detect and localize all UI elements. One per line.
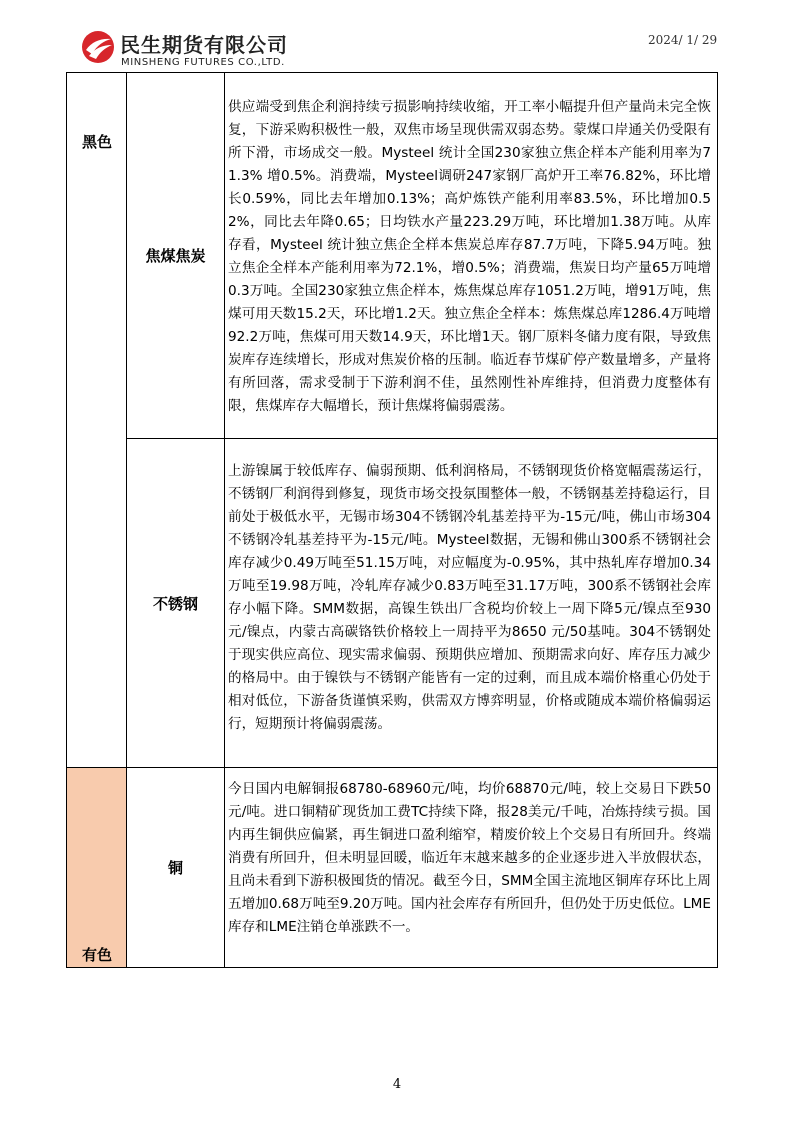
category-label: 黑色 [81,133,112,151]
row-content: 供应端受到焦企利润持续亏损影响持续收缩，开工率小幅提升但产量尚未完全恢复，下游采购积极性一般，双焦市场呈现供需双弱态势。蒙煤口岸通关仍受限有所下滑，市场成交一般。Mysteel 统计全国230家独立焦企样本产能利用率为71.3% 增0.5%。消费端，Mysteel调研247家钢厂高炉开工率76.82%，环比增长0.59%，同比去年增加0.13%；高炉炼铁产能利用率83.5%，环比增加0.52%，同比去年降0.65；日均铁水产量223.29万吨，环比增加1.38万吨。从库存看，Mysteel 统计独立焦企全样本焦炭总库存87.7万吨，下降5.94万吨。独立焦企全样本产能利用率为72.1%，增0.5%；消费端，焦炭日均产量65万吨增0.3万吨。全国230家独立焦企样本，炼焦煤总库存1051.2万吨，增91万吨，焦煤可用天数15.2天，环比增1.2天。独立焦企全样本：炼焦煤总库1286.4万吨增92.2万吨，焦煤可用天数14.9天，环比增1天。钢厂原料冬储力度有限，导致焦炭库存连续增长，形成对焦炭价格的压制。临近春节煤矿停产数量增多，产量将有所回落，需求受制于下游利润不佳，虽然刚性补库维持，但消费力度整体有限，焦煤库存大幅增长，预计焦煤将偏弱震荡。 [228,99,711,414]
table-row [127,73,717,438]
table-row [127,438,717,768]
row-name: 铜 [167,859,183,877]
page-header [0,0,794,74]
category-cell-nonferrous [67,768,127,967]
category-cell-ferrous [67,73,127,767]
minsheng-logo-icon [80,29,116,65]
company-name-en: MINSHENG FUTURES CO.,LTD. [121,57,285,68]
row-name: 焦煤焦炭 [145,247,206,265]
row-name-cell [127,439,225,768]
row-content: 今日国内电解铜报68780-68960元/吨，均价68870元/吨，较上交易日下跌50元/吨。进口铜精矿现货加工费TC持续下降，报28美元/千吨，冶炼持续亏损。国内再生铜供应偏紧，再生铜进口盈利缩窄，精废价较上个交易日有所回升。终端消费有所回升，但未明显回暖，临近年末越来越多的企业逐步进入半放假状态，且尚未看到下游积极囤货的情况。截至今日，SMM全国主流地区铜库存环比上周五增加0.68万吨至9.20万吨。国内社会库存有所回升，但仍处于历史低位。LME库存和LME注销仓单涨跌不一。 [228,781,711,935]
row-content: 上游镍属于较低库存、偏弱预期、低利润格局，不锈钢现货价格宽幅震荡运行，不锈钢厂利润得到修复，现货市场交投氛围整体一般，不锈钢基差持稳运行，目前处于极低水平，无锡市场304不锈钢冷轧基差持平为-15元/吨，佛山市场304不锈钢冷轧基差持平为-15元/吨。Mysteel数据，无锡和佛山300系不锈钢社会库存减少0.49万吨至51.15万吨，对应幅度为-0.95%，其中热轧库存增加0.34万吨至19.98万吨，冷轧库存减少0.83万吨至31.17万吨，300系不锈钢社会库存小幅下降。SMM数据，高镍生铁出厂含税均价较上一周下降5元/镍点至930元/镍点，内蒙古高碳铬铁价格较上一周持平为8650 元/50基吨。304不锈钢处于现实供应高位、现实需求偏弱、预期供应增加、预期需求向好、库存压力减少的格局中。由于镍铁与不锈钢产能皆有一定的过剩，而且成本端价格重心仍处于相对低位，下游备货谨慎采购，供需双方博弈明显，价格或随成本端价格偏弱运行，短期预计将偏弱震荡。 [228,463,711,732]
commodity-table [66,72,718,968]
page-number: 4 [392,1077,402,1092]
row-name-cell [127,73,225,438]
table-row [127,767,717,967]
category-divider [67,767,127,768]
row-name: 不锈钢 [152,595,198,613]
category-label: 有色 [81,946,112,964]
row-name-cell [127,768,225,967]
company-name-cn: 民生期货有限公司 [120,33,288,57]
report-date: 2024/ 1/ 29 [648,33,718,47]
